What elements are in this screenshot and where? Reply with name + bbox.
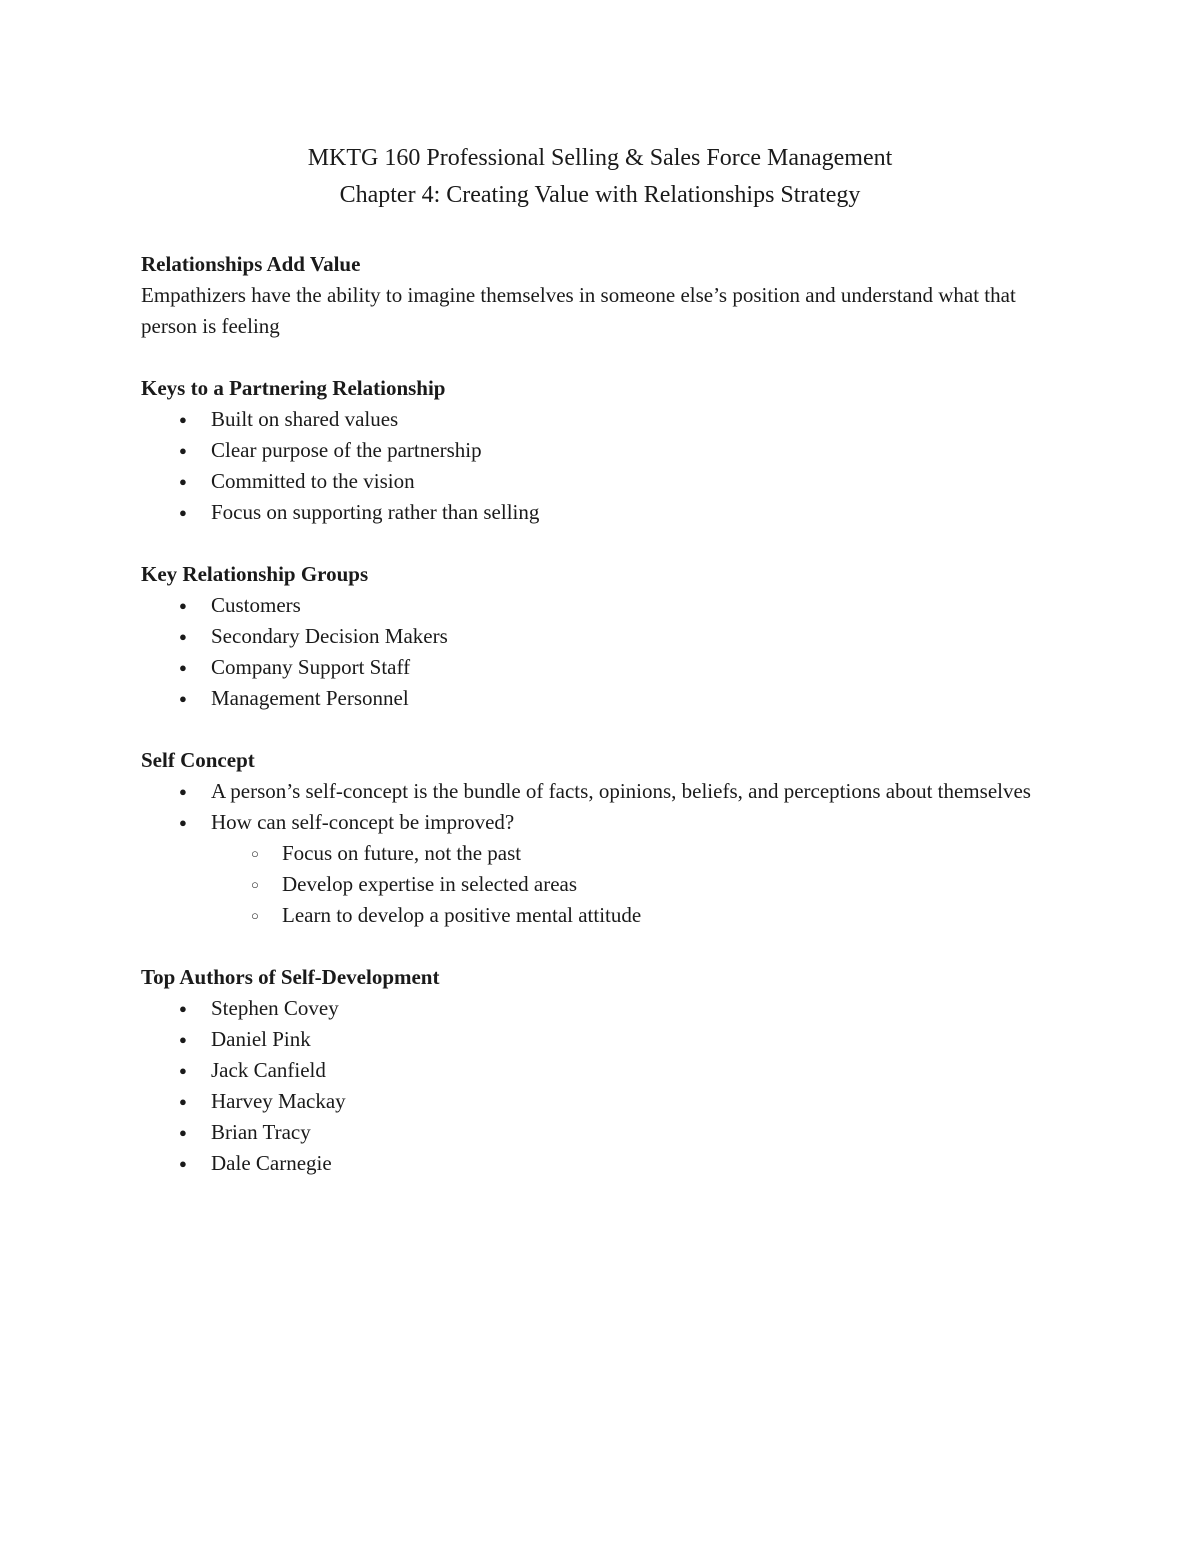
list-item-text: Customers — [211, 593, 301, 617]
section-heading: Relationships Add Value — [141, 252, 361, 276]
bullet-icon: ● — [179, 815, 187, 830]
bullet-icon: ● — [179, 1063, 187, 1078]
sub-list-item-text: Learn to develop a positive mental attitude — [282, 903, 642, 927]
list-item-text: Focus on supporting rather than selling — [211, 500, 540, 524]
list-item-text: Clear purpose of the partnership — [211, 438, 482, 462]
list-item — [141, 497, 1061, 528]
list-item — [141, 807, 1061, 931]
list-item — [141, 435, 1061, 466]
bullet-icon: ● — [179, 1156, 187, 1171]
list-item — [141, 1086, 1061, 1117]
sub-list-item — [211, 838, 1061, 869]
list-item — [141, 1055, 1061, 1086]
bullet-icon: ● — [179, 1094, 187, 1109]
bullet-icon: ● — [179, 412, 187, 427]
section-self-concept — [141, 745, 1061, 931]
list-item — [141, 776, 1061, 807]
list-item-text: Daniel Pink — [211, 1027, 311, 1051]
bullet-icon: ● — [179, 660, 187, 675]
list-item — [141, 1024, 1061, 1055]
list-item-text: Stephen Covey — [211, 996, 339, 1020]
bullet-list — [141, 590, 1061, 714]
list-item-text: Brian Tracy — [211, 1120, 311, 1144]
list-item-text: Built on shared values — [211, 407, 399, 431]
list-item — [141, 652, 1061, 683]
section-relationship-groups — [141, 559, 1061, 714]
section-paragraph: Empathizers have the ability to imagine themselves in someone else’s position and understand what that person is feeling — [141, 283, 1016, 338]
bullet-icon: ● — [179, 1125, 187, 1140]
section-heading: Top Authors of Self-Development — [141, 965, 440, 989]
list-item — [141, 993, 1061, 1024]
document-subtitle: Chapter 4: Creating Value with Relationships Strategy — [339, 182, 861, 208]
list-item-text: How can self-concept be improved? — [211, 810, 515, 834]
list-item — [141, 683, 1061, 714]
sub-list-item — [211, 869, 1061, 900]
list-item-text: A person’s self-concept is the bundle of facts, opinions, beliefs, and perceptions about themselves — [211, 779, 1031, 803]
section-relationships-add-value — [141, 249, 1061, 342]
list-item — [141, 1148, 1061, 1179]
list-item-text: Jack Canfield — [211, 1058, 326, 1082]
bullet-list — [141, 776, 1061, 931]
bullet-icon: ● — [179, 598, 187, 613]
bullet-icon: ● — [179, 474, 187, 489]
bullet-icon: ● — [179, 629, 187, 644]
list-item — [141, 590, 1061, 621]
hollow-bullet-icon: ○ — [251, 908, 259, 923]
document-title-block — [0, 140, 1200, 214]
list-item-text: Management Personnel — [211, 686, 409, 710]
section-heading: Keys to a Partnering Relationship — [141, 376, 446, 400]
list-item — [141, 404, 1061, 435]
bullet-icon: ● — [179, 1001, 187, 1016]
list-item-text: Harvey Mackay — [211, 1089, 346, 1113]
bullet-icon: ● — [179, 443, 187, 458]
list-item — [141, 466, 1061, 497]
document-body — [141, 249, 1061, 1210]
bullet-icon: ● — [179, 505, 187, 520]
list-item — [141, 621, 1061, 652]
sub-list-item — [211, 900, 1061, 931]
list-item-text: Committed to the vision — [211, 469, 415, 493]
sub-list-item-text: Focus on future, not the past — [282, 841, 522, 865]
bullet-icon: ● — [179, 691, 187, 706]
sublist-wrapper — [141, 838, 1061, 931]
section-partnering-keys — [141, 373, 1061, 528]
hollow-bullet-icon: ○ — [251, 846, 259, 861]
sub-list-item-text: Develop expertise in selected areas — [282, 872, 578, 896]
hollow-bullet-icon: ○ — [251, 877, 259, 892]
document-title: MKTG 160 Professional Selling & Sales Force Management — [307, 145, 893, 171]
section-heading: Key Relationship Groups — [141, 562, 369, 586]
list-item — [141, 1117, 1061, 1148]
bullet-icon: ● — [179, 784, 187, 799]
bullet-list — [141, 404, 1061, 528]
bullet-icon: ● — [179, 1032, 187, 1047]
section-top-authors — [141, 962, 1061, 1179]
sub-bullet-list — [141, 838, 1061, 931]
list-item-text: Dale Carnegie — [211, 1151, 332, 1175]
list-item-text: Company Support Staff — [211, 655, 411, 679]
bullet-list — [141, 993, 1061, 1179]
list-item-text: Secondary Decision Makers — [211, 624, 448, 648]
section-heading: Self Concept — [141, 748, 255, 772]
